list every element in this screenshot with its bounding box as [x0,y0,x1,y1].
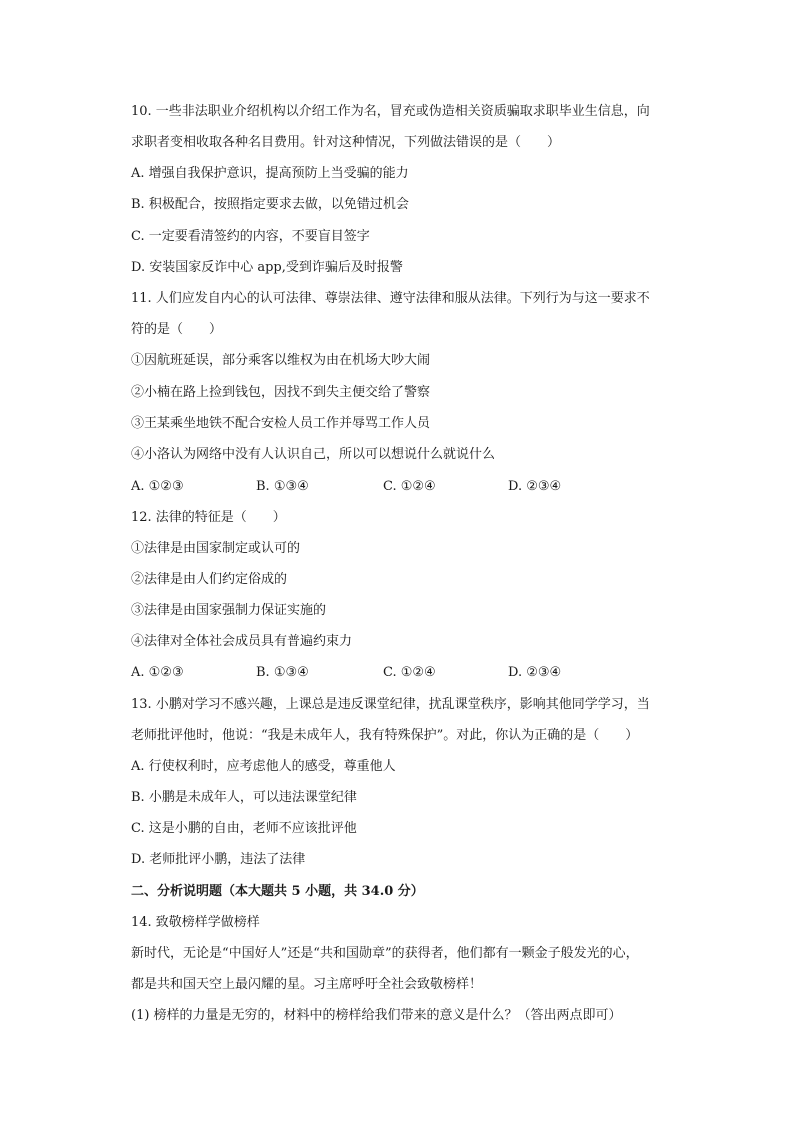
q11-choice-c: C. ①②④ [383,479,436,494]
q11-choice-a: A. ①②③ [131,479,184,494]
q12-choice-b: B. ①③④ [256,665,309,680]
q13-option-c: C. 这是小鹏的自由，老师不应该批评他 [131,821,357,836]
q13-stem-line2: 老师批评他时，他说：“我是未成年人，我有特殊保护”。对此，你认为正确的是（ ） [131,728,639,743]
q10-stem-line1: 10. 一些非法职业介绍机构以介绍工作为名，冒充或伪造相关资质骗取求职毕业生信息，向 [131,104,650,119]
q11-choice-b: B. ①③④ [256,479,309,494]
q11-item-2: ②小楠在路上捡到钱包，因找不到失主便交给了警察 [131,385,431,400]
q13-option-b: B. 小鹏是未成年人，可以违法课堂纪律 [131,790,357,805]
q14-material-line2: 都是共和国天空上最闪耀的星。习主席呼吁全社会致敬榜样！ [131,977,483,992]
q12-choice-c: C. ①②④ [383,665,436,680]
q13-option-d: D. 老师批评小鹏，违法了法律 [131,852,306,867]
q10-option-b: B. 积极配合，按照指定要求去做，以免错过机会 [131,197,409,212]
q11-item-4: ④小洛认为网络中没有人认识自己，所以可以想说什么就说什么 [131,447,496,462]
q11-item-1: ①因航班延误，部分乘客以维权为由在机场大吵大闹 [131,353,431,368]
q10-option-a: A. 增强自我保护意识，提高预防上当受骗的能力 [131,166,409,181]
q12-item-1: ①法律是由国家制定或认可的 [131,541,301,556]
q11-stem-line2: 符的是（ ） [131,322,223,337]
q12-stem: 12. 法律的特征是（ ） [131,510,286,525]
q14-subquestion-1: (1) 榜样的力量是无穷的，材料中的榜样给我们带来的意义是什么？（答出两点即可） [131,1008,622,1023]
q14-title: 14. 致敬榜样学做榜样 [131,915,260,930]
q13-option-a: A. 行使权利时，应考虑他人的感受，尊重他人 [131,759,396,774]
q12-choice-d: D. ②③④ [508,665,562,680]
q14-material-line1: 新时代，无论是“中国好人”还是“共和国勋章”的获得者，他们都有一颗金子般发光的心， [131,946,639,961]
q12-choice-a: A. ①②③ [131,665,184,680]
q12-item-2: ②法律是由人们约定俗成的 [131,572,288,587]
q11-item-3: ③王某乘坐地铁不配合安检人员工作并辱骂工作人员 [131,416,431,431]
q13-stem-line1: 13. 小鹏对学习不感兴趣，上课总是违反课堂纪律，扰乱课堂秩序，影响其他同学学习，当 [131,697,650,712]
q12-item-3: ③法律是由国家强制力保证实施的 [131,603,327,618]
section-heading: 二、分析说明题（本大题共 5 小题，共 34.0 分） [131,884,424,899]
q11-stem-line1: 11. 人们应发自内心的认可法律、尊崇法律、遵守法律和服从法律。下列行为与这一要求不 [131,291,650,306]
q12-item-4: ④法律对全体社会成员具有普遍约束力 [131,634,353,649]
q10-option-c: C. 一定要看清签约的内容，不要盲目签字 [131,229,370,244]
q10-option-d: D. 安装国家反诈中心 app,受到诈骗后及时报警 [131,260,403,275]
q11-choice-d: D. ②③④ [508,479,562,494]
q10-stem-line2: 求职者变相收取各种名目费用。针对这种情况，下列做法错误的是（ ） [131,135,561,150]
